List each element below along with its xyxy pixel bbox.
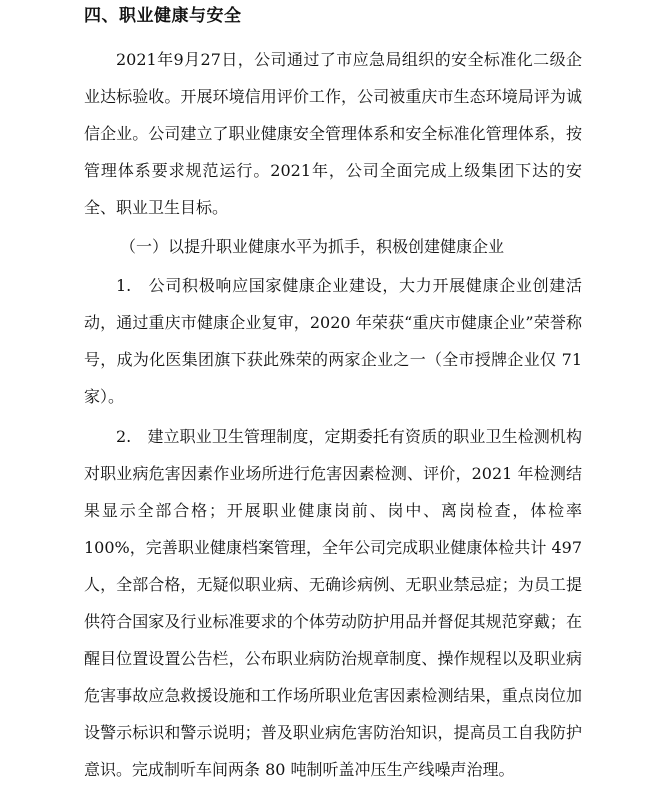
list-item-1: 1. 公司积极响应国家健康企业建设，大力开展健康企业创建活动，通过重庆市健康企业复审，2020 年荣获“重庆市健康企业”荣誉称号，成为化医集团旗下获此殊荣的两家企业之一（全市授牌企业仅 71 家）。 [84, 276, 582, 406]
list-item-2: 2. 建立职业卫生管理制度，定期委托有资质的职业卫生检测机构对职业病危害因素作业场所进行危害因素检测、评价，2021 年检测结果显示全部合格；开展职业健康岗前、岗中、离岗检查，体检率 100%，完善职业健康档案管理，全年公司完成职业健康体检共计 497 人，全部合格，无疑似职业病、无确诊病例、无职业禁忌症；为员工提供符合国家及行业标准要求的个体劳动防护用品并督促其规范穿戴；在醒目位置设置公告栏，公布职业病防治规章制度、操作规程以及职业病危害事故应急救援设施和工作场所职业危害因素检测结果，重点岗位加设警示标识和警示说明；普及职业病危害防治知识，提高员工自我防护意识。完成制听车间两条 80 吨制听盖冲压生产线噪声治理。 [84, 427, 582, 779]
section-heading: 四、职业健康与安全 [84, 6, 242, 26]
intro-paragraph: 2021年9月27日，公司通过了市应急局组织的安全标准化二级企业达标验收。开展环境信用评价工作，公司被重庆市生态环境局评为诚信企业。公司建立了职业健康安全管理体系和安全标准化管理体系，按管理体系要求规范运行。2021年，公司全面完成上级集团下达的安全、职业卫生目标。 [84, 50, 582, 217]
document-page [84, 0, 582, 788]
subsection-heading: （一）以提升职业健康水平为抓手，积极创建健康企业 [120, 237, 505, 256]
